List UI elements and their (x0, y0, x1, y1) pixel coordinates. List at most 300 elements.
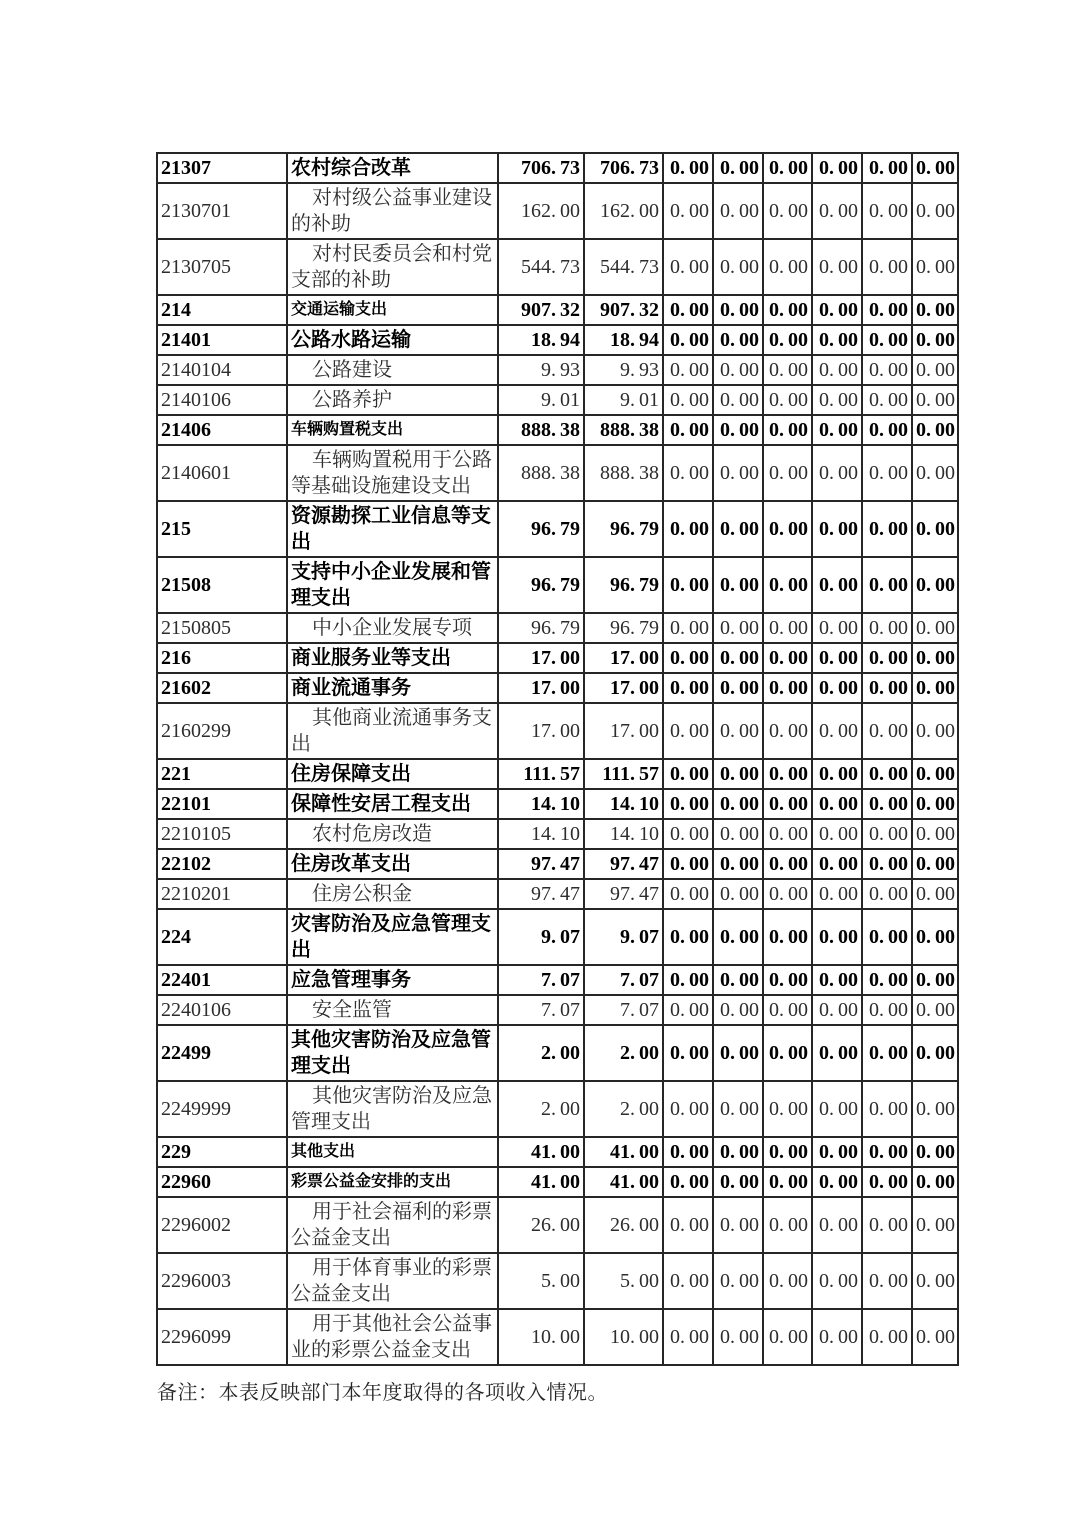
row-amount: 0. 00 (663, 501, 713, 557)
row-amount: 0. 00 (763, 1253, 812, 1309)
table-row (157, 415, 958, 445)
row-amount: 0. 00 (663, 557, 713, 613)
table-row (157, 1253, 958, 1309)
row-amount: 888. 38 (498, 415, 584, 445)
row-amount: 0. 00 (763, 819, 812, 849)
row-amount: 706. 73 (498, 153, 584, 183)
row-amount: 0. 00 (812, 789, 862, 819)
row-amount: 0. 00 (663, 445, 713, 501)
table-row (157, 1309, 958, 1365)
table-row (157, 557, 958, 613)
row-amount: 0. 00 (713, 703, 763, 759)
row-amount: 0. 00 (812, 183, 862, 239)
row-amount: 0. 00 (812, 295, 862, 325)
row-name: 中小企业发展专项 (287, 613, 498, 643)
row-name: 安全监管 (287, 995, 498, 1025)
row-amount: 0. 00 (713, 849, 763, 879)
row-code: 22401 (157, 965, 287, 995)
row-amount: 0. 00 (763, 183, 812, 239)
row-amount: 0. 00 (663, 1137, 713, 1167)
row-amount: 17. 00 (584, 703, 663, 759)
row-amount: 7. 07 (584, 965, 663, 995)
row-amount: 0. 00 (912, 703, 958, 759)
row-name: 保障性安居工程支出 (287, 789, 498, 819)
row-amount: 5. 00 (498, 1253, 584, 1309)
row-amount: 0. 00 (713, 1309, 763, 1365)
row-amount: 0. 00 (663, 153, 713, 183)
row-amount: 0. 00 (812, 995, 862, 1025)
row-amount: 0. 00 (663, 325, 713, 355)
row-amount: 0. 00 (912, 909, 958, 965)
row-name: 公路养护 (287, 385, 498, 415)
row-amount: 0. 00 (862, 445, 912, 501)
row-amount: 97. 47 (498, 879, 584, 909)
row-amount: 0. 00 (713, 879, 763, 909)
row-amount: 41. 00 (584, 1137, 663, 1167)
table-row (157, 355, 958, 385)
table-row (157, 385, 958, 415)
row-amount: 0. 00 (812, 879, 862, 909)
table-row (157, 879, 958, 909)
table-row (157, 759, 958, 789)
row-amount: 0. 00 (912, 355, 958, 385)
row-amount: 14. 10 (498, 819, 584, 849)
row-amount: 0. 00 (763, 965, 812, 995)
row-amount: 0. 00 (663, 183, 713, 239)
row-code: 2240106 (157, 995, 287, 1025)
row-name: 对村级公益事业建设的补助 (287, 183, 498, 239)
row-name: 农村危房改造 (287, 819, 498, 849)
row-code: 21602 (157, 673, 287, 703)
row-name: 商业流通事务 (287, 673, 498, 703)
table-row (157, 183, 958, 239)
row-amount: 2. 00 (498, 1081, 584, 1137)
row-name: 用于其他社会公益事业的彩票公益金支出 (287, 1309, 498, 1365)
row-amount: 0. 00 (763, 613, 812, 643)
row-amount: 17. 00 (584, 643, 663, 673)
row-amount: 888. 38 (498, 445, 584, 501)
row-amount: 0. 00 (812, 819, 862, 849)
row-amount: 0. 00 (912, 385, 958, 415)
table-row (157, 819, 958, 849)
row-amount: 41. 00 (584, 1167, 663, 1197)
row-code: 2140601 (157, 445, 287, 501)
row-amount: 96. 79 (584, 613, 663, 643)
row-amount: 0. 00 (713, 613, 763, 643)
row-amount: 0. 00 (812, 849, 862, 879)
document-page (156, 152, 957, 1405)
row-amount: 0. 00 (763, 501, 812, 557)
row-amount: 0. 00 (713, 1167, 763, 1197)
row-amount: 0. 00 (862, 849, 912, 879)
row-amount: 5. 00 (584, 1253, 663, 1309)
row-amount: 0. 00 (713, 1197, 763, 1253)
row-amount: 0. 00 (663, 995, 713, 1025)
row-amount: 0. 00 (862, 1081, 912, 1137)
row-amount: 0. 00 (912, 1309, 958, 1365)
row-amount: 0. 00 (912, 183, 958, 239)
row-amount: 0. 00 (663, 909, 713, 965)
row-code: 2150805 (157, 613, 287, 643)
table-row (157, 325, 958, 355)
row-amount: 0. 00 (763, 1167, 812, 1197)
row-amount: 0. 00 (763, 445, 812, 501)
row-code: 221 (157, 759, 287, 789)
row-amount: 0. 00 (713, 385, 763, 415)
row-code: 22102 (157, 849, 287, 879)
row-amount: 96. 79 (584, 557, 663, 613)
row-name: 住房保障支出 (287, 759, 498, 789)
row-amount: 111. 57 (498, 759, 584, 789)
row-amount: 0. 00 (862, 789, 912, 819)
row-name: 彩票公益金安排的支出 (287, 1167, 498, 1197)
table-row (157, 1197, 958, 1253)
row-amount: 10. 00 (498, 1309, 584, 1365)
row-code: 224 (157, 909, 287, 965)
row-amount: 0. 00 (812, 673, 862, 703)
row-amount: 97. 47 (584, 879, 663, 909)
row-amount: 0. 00 (663, 643, 713, 673)
row-amount: 2. 00 (498, 1025, 584, 1081)
row-code: 215 (157, 501, 287, 557)
row-amount: 888. 38 (584, 415, 663, 445)
row-amount: 9. 07 (584, 909, 663, 965)
row-amount: 41. 00 (498, 1137, 584, 1167)
row-amount: 0. 00 (763, 1197, 812, 1253)
row-code: 2296003 (157, 1253, 287, 1309)
row-amount: 7. 07 (498, 995, 584, 1025)
row-amount: 0. 00 (713, 995, 763, 1025)
row-amount: 0. 00 (912, 239, 958, 295)
row-amount: 0. 00 (713, 295, 763, 325)
row-amount: 9. 01 (498, 385, 584, 415)
row-amount: 2. 00 (584, 1081, 663, 1137)
row-amount: 0. 00 (713, 325, 763, 355)
row-amount: 0. 00 (663, 1167, 713, 1197)
row-name: 用于社会福利的彩票公益金支出 (287, 1197, 498, 1253)
row-amount: 0. 00 (912, 613, 958, 643)
row-amount: 0. 00 (713, 415, 763, 445)
row-amount: 0. 00 (912, 643, 958, 673)
row-amount: 0. 00 (812, 355, 862, 385)
row-amount: 0. 00 (663, 415, 713, 445)
row-amount: 9. 93 (584, 355, 663, 385)
row-amount: 0. 00 (862, 385, 912, 415)
row-amount: 0. 00 (663, 673, 713, 703)
table-row (157, 995, 958, 1025)
row-name: 灾害防治及应急管理支出 (287, 909, 498, 965)
row-amount: 0. 00 (763, 909, 812, 965)
row-code: 21401 (157, 325, 287, 355)
row-amount: 0. 00 (862, 1025, 912, 1081)
row-amount: 0. 00 (812, 239, 862, 295)
row-amount: 0. 00 (713, 789, 763, 819)
row-amount: 162. 00 (584, 183, 663, 239)
row-amount: 0. 00 (713, 501, 763, 557)
row-amount: 0. 00 (763, 415, 812, 445)
row-amount: 96. 79 (498, 613, 584, 643)
row-code: 229 (157, 1137, 287, 1167)
row-amount: 41. 00 (498, 1167, 584, 1197)
row-amount: 0. 00 (812, 643, 862, 673)
row-amount: 0. 00 (862, 325, 912, 355)
row-amount: 0. 00 (912, 1081, 958, 1137)
row-name: 住房改革支出 (287, 849, 498, 879)
row-amount: 0. 00 (862, 759, 912, 789)
row-amount: 0. 00 (663, 1253, 713, 1309)
row-amount: 0. 00 (763, 643, 812, 673)
row-code: 216 (157, 643, 287, 673)
row-amount: 0. 00 (912, 415, 958, 445)
row-amount: 0. 00 (763, 557, 812, 613)
row-amount: 0. 00 (862, 995, 912, 1025)
row-amount: 0. 00 (713, 183, 763, 239)
row-amount: 0. 00 (713, 1081, 763, 1137)
row-amount: 0. 00 (663, 1197, 713, 1253)
row-amount: 0. 00 (663, 1025, 713, 1081)
row-amount: 0. 00 (812, 153, 862, 183)
row-amount: 0. 00 (663, 385, 713, 415)
row-amount: 0. 00 (663, 703, 713, 759)
row-amount: 0. 00 (763, 703, 812, 759)
row-amount: 0. 00 (713, 759, 763, 789)
row-amount: 0. 00 (663, 295, 713, 325)
table-row (157, 673, 958, 703)
row-amount: 0. 00 (812, 759, 862, 789)
row-amount: 0. 00 (763, 995, 812, 1025)
row-code: 2130701 (157, 183, 287, 239)
row-name: 公路建设 (287, 355, 498, 385)
row-amount: 0. 00 (912, 789, 958, 819)
table-row (157, 1025, 958, 1081)
row-code: 2140104 (157, 355, 287, 385)
table-row (157, 789, 958, 819)
table-row (157, 239, 958, 295)
row-name: 对村民委员会和村党支部的补助 (287, 239, 498, 295)
row-amount: 0. 00 (812, 501, 862, 557)
row-code: 21508 (157, 557, 287, 613)
row-name: 商业服务业等支出 (287, 643, 498, 673)
row-name: 公路水路运输 (287, 325, 498, 355)
row-code: 2249999 (157, 1081, 287, 1137)
row-amount: 0. 00 (713, 239, 763, 295)
table-footnote: 备注：本表反映部门本年度取得的各项收入情况。 (157, 1382, 608, 1404)
row-amount: 9. 93 (498, 355, 584, 385)
table-row (157, 613, 958, 643)
row-amount: 0. 00 (862, 1253, 912, 1309)
row-amount: 0. 00 (912, 557, 958, 613)
row-name: 农村综合改革 (287, 153, 498, 183)
row-amount: 0. 00 (763, 1309, 812, 1365)
row-amount: 0. 00 (663, 789, 713, 819)
row-amount: 0. 00 (912, 995, 958, 1025)
row-amount: 0. 00 (812, 1167, 862, 1197)
table-row (157, 153, 958, 183)
row-amount: 0. 00 (862, 819, 912, 849)
row-amount: 0. 00 (812, 909, 862, 965)
row-amount: 0. 00 (713, 355, 763, 385)
row-amount: 0. 00 (862, 183, 912, 239)
row-amount: 0. 00 (912, 445, 958, 501)
row-amount: 0. 00 (862, 501, 912, 557)
row-code: 2160299 (157, 703, 287, 759)
row-amount: 0. 00 (763, 355, 812, 385)
row-amount: 0. 00 (763, 239, 812, 295)
income-table-body (157, 153, 958, 1365)
table-row (157, 643, 958, 673)
row-amount: 17. 00 (584, 673, 663, 703)
row-amount: 0. 00 (862, 355, 912, 385)
row-amount: 0. 00 (912, 759, 958, 789)
row-code: 2296002 (157, 1197, 287, 1253)
row-amount: 0. 00 (912, 1025, 958, 1081)
row-amount: 0. 00 (812, 385, 862, 415)
row-amount: 0. 00 (763, 1025, 812, 1081)
row-amount: 0. 00 (713, 673, 763, 703)
row-amount: 0. 00 (912, 1197, 958, 1253)
row-amount: 0. 00 (912, 849, 958, 879)
row-amount: 0. 00 (713, 153, 763, 183)
row-amount: 0. 00 (713, 819, 763, 849)
row-amount: 0. 00 (912, 325, 958, 355)
row-amount: 0. 00 (862, 879, 912, 909)
row-amount: 0. 00 (713, 1025, 763, 1081)
row-name: 车辆购置税支出 (287, 415, 498, 445)
row-amount: 0. 00 (663, 613, 713, 643)
row-amount: 0. 00 (862, 965, 912, 995)
row-amount: 888. 38 (584, 445, 663, 501)
row-amount: 0. 00 (663, 759, 713, 789)
row-amount: 0. 00 (862, 239, 912, 295)
row-code: 21307 (157, 153, 287, 183)
row-amount: 96. 79 (498, 557, 584, 613)
row-amount: 0. 00 (912, 1137, 958, 1167)
row-amount: 0. 00 (763, 295, 812, 325)
row-amount: 96. 79 (584, 501, 663, 557)
row-amount: 0. 00 (812, 965, 862, 995)
row-amount: 10. 00 (584, 1309, 663, 1365)
row-name: 其他支出 (287, 1137, 498, 1167)
row-amount: 97. 47 (498, 849, 584, 879)
row-amount: 0. 00 (713, 909, 763, 965)
row-amount: 0. 00 (812, 1197, 862, 1253)
row-amount: 0. 00 (912, 673, 958, 703)
row-name: 用于体育事业的彩票公益金支出 (287, 1253, 498, 1309)
row-amount: 0. 00 (763, 789, 812, 819)
row-amount: 0. 00 (812, 1253, 862, 1309)
row-amount: 0. 00 (763, 879, 812, 909)
row-amount: 907. 32 (498, 295, 584, 325)
row-amount: 0. 00 (862, 1197, 912, 1253)
row-amount: 26. 00 (584, 1197, 663, 1253)
row-amount: 0. 00 (862, 295, 912, 325)
row-amount: 14. 10 (584, 789, 663, 819)
row-amount: 0. 00 (713, 445, 763, 501)
row-amount: 0. 00 (763, 849, 812, 879)
row-amount: 0. 00 (912, 153, 958, 183)
row-code: 22101 (157, 789, 287, 819)
row-amount: 0. 00 (663, 1309, 713, 1365)
row-amount: 18. 94 (498, 325, 584, 355)
row-name: 其他灾害防治及应急管理支出 (287, 1025, 498, 1081)
table-row (157, 965, 958, 995)
row-amount: 9. 07 (498, 909, 584, 965)
row-amount: 7. 07 (584, 995, 663, 1025)
row-amount: 17. 00 (498, 643, 584, 673)
row-amount: 0. 00 (812, 557, 862, 613)
row-amount: 0. 00 (713, 1137, 763, 1167)
row-amount: 0. 00 (663, 819, 713, 849)
row-amount: 0. 00 (663, 239, 713, 295)
row-code: 2210201 (157, 879, 287, 909)
row-name: 支持中小企业发展和管理支出 (287, 557, 498, 613)
row-amount: 0. 00 (812, 325, 862, 355)
row-amount: 0. 00 (862, 153, 912, 183)
row-amount: 0. 00 (713, 965, 763, 995)
row-amount: 26. 00 (498, 1197, 584, 1253)
row-amount: 0. 00 (862, 1137, 912, 1167)
row-amount: 0. 00 (663, 965, 713, 995)
row-amount: 96. 79 (498, 501, 584, 557)
row-amount: 0. 00 (713, 643, 763, 673)
row-amount: 0. 00 (763, 759, 812, 789)
row-code: 2140106 (157, 385, 287, 415)
row-amount: 706. 73 (584, 153, 663, 183)
row-amount: 0. 00 (862, 415, 912, 445)
row-amount: 0. 00 (763, 673, 812, 703)
row-amount: 0. 00 (912, 501, 958, 557)
row-name: 应急管理事务 (287, 965, 498, 995)
row-amount: 0. 00 (812, 1137, 862, 1167)
row-amount: 2. 00 (584, 1025, 663, 1081)
row-name: 资源勘探工业信息等支出 (287, 501, 498, 557)
row-amount: 0. 00 (713, 557, 763, 613)
row-amount: 0. 00 (663, 355, 713, 385)
table-row (157, 1137, 958, 1167)
row-code: 2210105 (157, 819, 287, 849)
row-code: 22960 (157, 1167, 287, 1197)
row-amount: 0. 00 (812, 1081, 862, 1137)
row-amount: 0. 00 (912, 965, 958, 995)
table-row (157, 1081, 958, 1137)
row-name: 住房公积金 (287, 879, 498, 909)
row-name: 车辆购置税用于公路等基础设施建设支出 (287, 445, 498, 501)
table-row (157, 445, 958, 501)
row-amount: 0. 00 (862, 613, 912, 643)
row-amount: 18. 94 (584, 325, 663, 355)
row-amount: 14. 10 (498, 789, 584, 819)
income-table (156, 152, 959, 1366)
row-amount: 162. 00 (498, 183, 584, 239)
row-code: 21406 (157, 415, 287, 445)
row-amount: 0. 00 (912, 819, 958, 849)
row-amount: 907. 32 (584, 295, 663, 325)
row-amount: 9. 01 (584, 385, 663, 415)
row-amount: 17. 00 (498, 673, 584, 703)
table-row (157, 703, 958, 759)
row-amount: 0. 00 (812, 1309, 862, 1365)
row-amount: 0. 00 (912, 1253, 958, 1309)
row-amount: 0. 00 (862, 673, 912, 703)
row-amount: 544. 73 (584, 239, 663, 295)
row-amount: 0. 00 (812, 703, 862, 759)
row-name: 其他灾害防治及应急管理支出 (287, 1081, 498, 1137)
row-amount: 544. 73 (498, 239, 584, 295)
row-code: 2130705 (157, 239, 287, 295)
row-code: 22499 (157, 1025, 287, 1081)
row-code: 2296099 (157, 1309, 287, 1365)
row-amount: 0. 00 (862, 909, 912, 965)
